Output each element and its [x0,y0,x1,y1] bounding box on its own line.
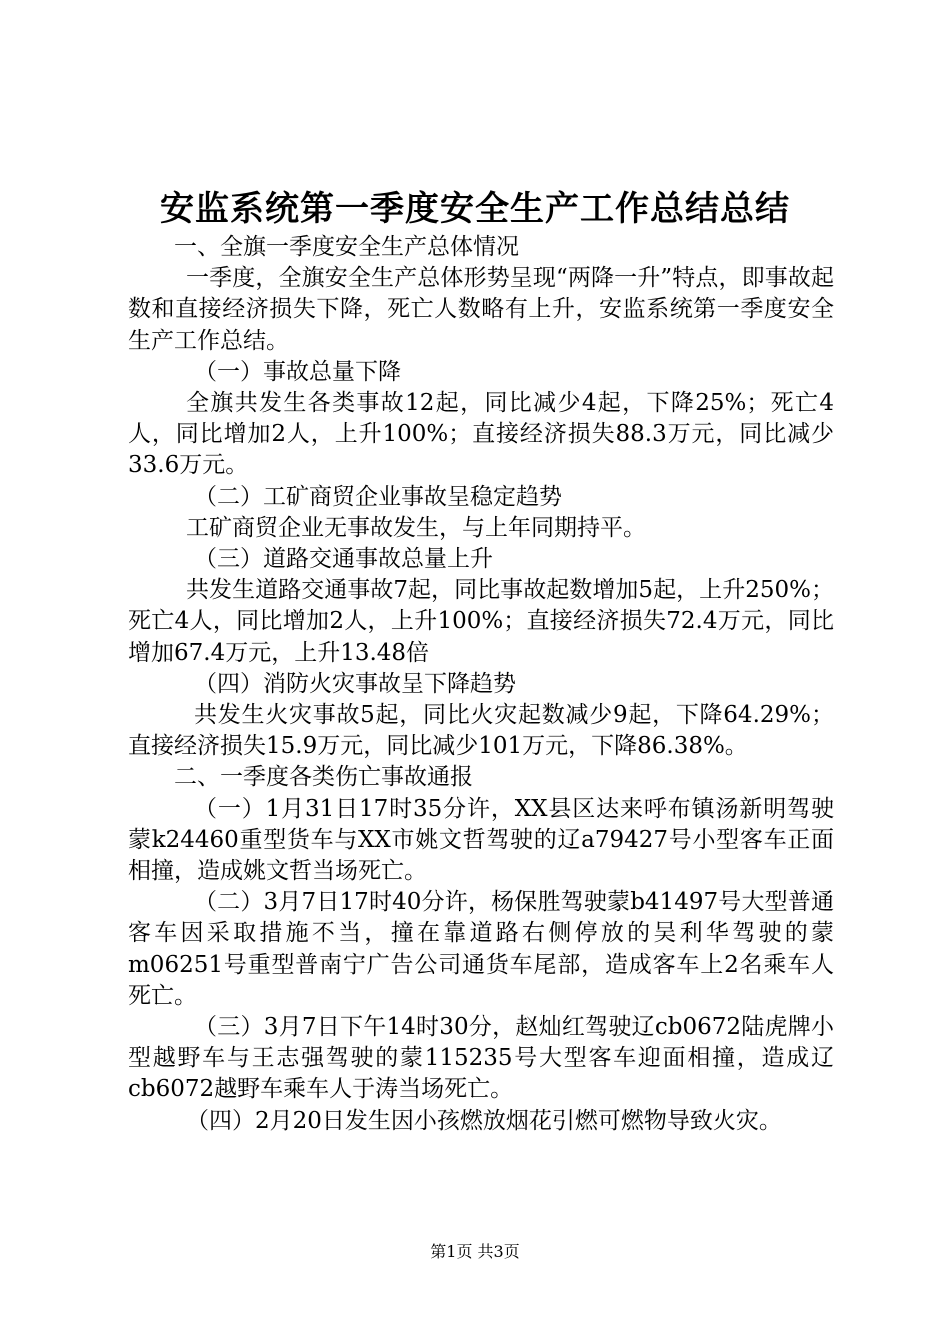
subsection-heading: （三）道路交通事故总量上升 [194,546,493,573]
page-footer: 第1页 共3页 [430,1242,520,1261]
document-body [128,232,834,1137]
paragraph: （一）1月31日17时35分许，XX县区达来呼布镇汤新明驾驶蒙k24460重型货车与XX市姚文哲驾驶的辽a79427号小型客车正面相撞，造成姚文哲当场死亡。 [128,795,834,885]
paragraph: 全旗共发生各类事故12起，同比减少4起，下降25%；死亡4人，同比增加2人，上升100%；直接经济损失88.3万元，同比减少33.6万元。 [128,390,834,479]
section-heading: 一、全旗一季度安全生产总体情况 [174,234,519,260]
subsection-heading: （四）消防火灾事故呈下降趋势 [194,670,516,697]
paragraph: 一季度，全旗安全生产总体形势呈现“两降一升”特点，即事故起数和直接经济损失下降，死亡人数略有上升，安监系统第一季度安全生产工作总结。 [128,265,834,354]
paragraph: （四）2月20日发生因小孩燃放烟花引燃可燃物导致火灾。 [186,1107,782,1134]
paragraph: 工矿商贸企业无事故发生，与上年同期持平。 [186,514,646,541]
paragraph: （二）3月7日17时40分许，杨保胜驾驶蒙b41497号大型普通客车因采取措施不当，撞在靠道路右侧停放的吴利华驾驶的蒙m06251号重型普南宁广告公司通货车尾部，造成客车上2名乘车人死亡。 [128,889,834,1009]
section-heading: 二、一季度各类伤亡事故通报 [174,764,473,791]
document-title: 安监系统第一季度安全生产工作总结总结 [160,189,790,229]
paragraph: 共发生火灾事故5起，同比火灾起数减少9起，下降64.29%；直接经济损失15.9万元，同比减少101万元，下降86.38%。 [128,702,834,760]
subsection-heading: （一）事故总量下降 [194,358,401,385]
subsection-heading: （二）工矿商贸企业事故呈稳定趋势 [194,483,562,510]
paragraph: 共发生道路交通事故7起，同比事故起数增加5起，上升250%；死亡4人，同比增加2人，上升100%；直接经济损失72.4万元，同比增加67.4万元，上升13.48倍 [128,577,834,666]
paragraph: （三）3月7日下午14时30分，赵灿红驾驶辽cb0672陆虎牌小型越野车与王志强驾驶的蒙115235号大型客车迎面相撞，造成辽cb6072越野车乘车人于涛当场死亡。 [128,1014,834,1103]
